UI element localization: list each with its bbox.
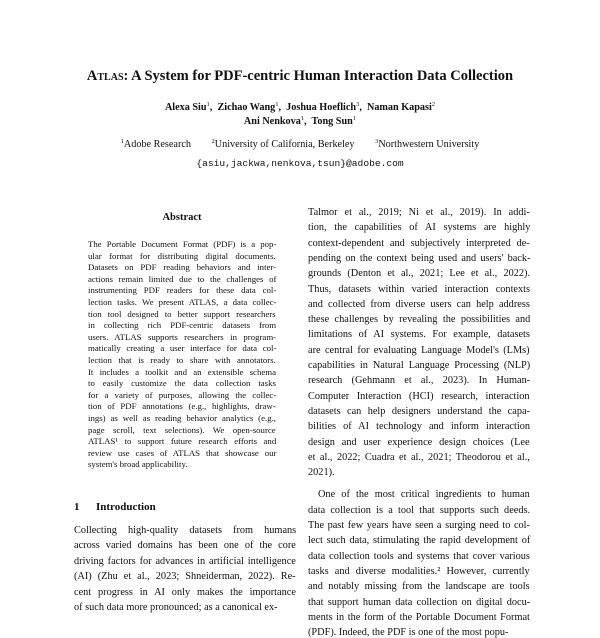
text-line: ular format for distributing digital documents. (88, 250, 276, 261)
text-line: lection tasks. We present ATLAS, a data collec- (88, 297, 277, 307)
abstract-heading: Abstract (162, 212, 202, 223)
text-line: data collection is a tool that supports such deeds. (308, 504, 531, 516)
text-line: research (Gehmann et al., 2023). In Human- (308, 375, 531, 387)
text-line: pending on the context being used and users' back- (308, 252, 531, 264)
text-line: It includes a toolkit and an extensible schema (88, 366, 277, 377)
text-line: ings) as well as reading behavior analytics (e.g., (88, 413, 277, 423)
affiliation: $^2$University of California, Berkeley (211, 138, 355, 150)
section-title: Introduction (96, 501, 156, 513)
text-line: One of the most critical ingredients to human (318, 489, 530, 501)
text-line: actions remain limited due to the challenges of (88, 273, 277, 284)
text-line: The Portable Document Format (PDF) is a pop- (88, 239, 277, 249)
text-line: datasets can help designers understand the capa- (308, 405, 530, 417)
title-text: : A System for PDF-centric Human Interaction Data Collection (123, 68, 514, 84)
text-line: across varied domains has been one of the core (74, 540, 296, 552)
text-line: page scroll, text selections). We open-source (88, 424, 276, 435)
text-line: (PDF). Indeed, the PDF is one of the most popu- (308, 627, 509, 638)
author-emails: {asiu,jackwa,nenkova,tsun}@adobe.com (196, 158, 404, 169)
text-line: The past few years have seen a surging need to col- (308, 520, 530, 531)
text-line: users. ATLAS supports researchers in program- (88, 331, 277, 342)
text-line: system's broad applicability. (88, 459, 188, 470)
text-line: cent progress in AI only makes the importance (74, 586, 296, 598)
text-line: Talmor et al., 2019; Ni et al., 2019). In addi- (308, 207, 530, 218)
text-line: ATLAS¹ to support future research efforts and (88, 436, 277, 447)
text-line: that support human data collection on digital docu- (308, 596, 531, 608)
author: Alexa Siu$^1$ (164, 101, 210, 113)
text-line: are central for evaluating Language Model's (LMs) (308, 344, 530, 356)
title-system-name: Atlas (86, 68, 124, 84)
text-line: (AI) (Zhu et al., 2023; Shneiderman, 2022). Re- (74, 571, 296, 583)
author: Joshua Hoeflich$^3$ (286, 101, 360, 113)
text-line: of such data more pronounced; as a canonical ex- (74, 602, 278, 613)
text-line: lect such data, stimulating the rapid development of (308, 535, 531, 547)
section-number: 1 (74, 501, 80, 513)
text-line: driving factors for advances in artificial intelligence (74, 555, 296, 567)
author-line-2: Ani Nenkova$^1$, Tong Sun$^1$ (243, 115, 357, 127)
text-line: Datasets on PDF reading behaviors and inter- (88, 262, 277, 273)
text-line: to easily customize the data collection tasks (88, 378, 276, 389)
text-line: and collected from diverse users can help address (308, 298, 530, 310)
text-line: limitations of AI systems. For example, datasets (308, 329, 530, 341)
text-line: in collecting rich PDF-centric datasets from (88, 320, 277, 331)
text-line: lection that is ready to share with annotators. (88, 355, 276, 365)
text-line: review use cases of ATLAS that showcase our (88, 447, 277, 458)
text-line: for a variety of purposes, allowing the collec- (88, 389, 277, 400)
text-line: Collecting high-quality datasets from humans (74, 525, 297, 536)
text-line: tion, the capabilities of AI systems are highly (308, 222, 531, 234)
text-line: 2021). (308, 467, 335, 479)
text-line: data collection tools and systems that cover various (308, 550, 530, 562)
affiliation: $^3$Northwestern University (375, 138, 480, 150)
text-line: tasks and diverse modalities.² However, currently (308, 565, 530, 577)
text-line: bilities of AI technology and inform interaction (308, 421, 531, 433)
text-line: these challenges by revealing the possibilities and (308, 314, 531, 326)
affiliations (0, 139, 600, 150)
text-line: tion tool designed to better support researchers (88, 308, 276, 319)
text-line: ments in the form of the Portable Document Format (308, 611, 530, 623)
text-line: Computer Interaction (HCI) research, interaction (308, 390, 530, 402)
text-line: matically creating a user interface for data col- (88, 343, 277, 354)
author-line-1: Alexa Siu$^1$, Zichao Wang$^1$, Joshua Hoeflich$^3$, Naman Kapasi$^2$ (164, 101, 436, 113)
text-line: capabilities in Natural Language Processing (NLP) (308, 360, 531, 371)
text-line: design and user experience design choices (Lee (308, 436, 530, 448)
text-line: context-dependent and subjectively interpreted de- (308, 237, 530, 249)
text-line: grounds (Denton et al., 2021; Lee et al., 2022). (308, 268, 531, 280)
author-list (0, 101, 600, 129)
text-line: Thus, datasets within varied interaction contexts (308, 283, 531, 295)
text-line: et al., 2022; Cuadra et al., 2021; Theodorou et al., (308, 451, 530, 463)
text-line: instrumenting PDF readers for these data col- (88, 285, 277, 296)
author: Tong Sun$^1$ (311, 115, 357, 127)
paper-title (0, 68, 600, 85)
section-heading (74, 501, 156, 513)
author: Zichao Wang$^1$ (217, 101, 279, 113)
text-line: and notably missing from the landscape are tools (308, 581, 530, 593)
author: Naman Kapasi$^2$ (366, 101, 436, 113)
affiliation: $^1$Adobe Research (120, 138, 191, 150)
author: Ani Nenkova$^1$ (243, 115, 305, 127)
text-line: tion of PDF annotations (e.g., highlights, draw- (88, 401, 276, 412)
